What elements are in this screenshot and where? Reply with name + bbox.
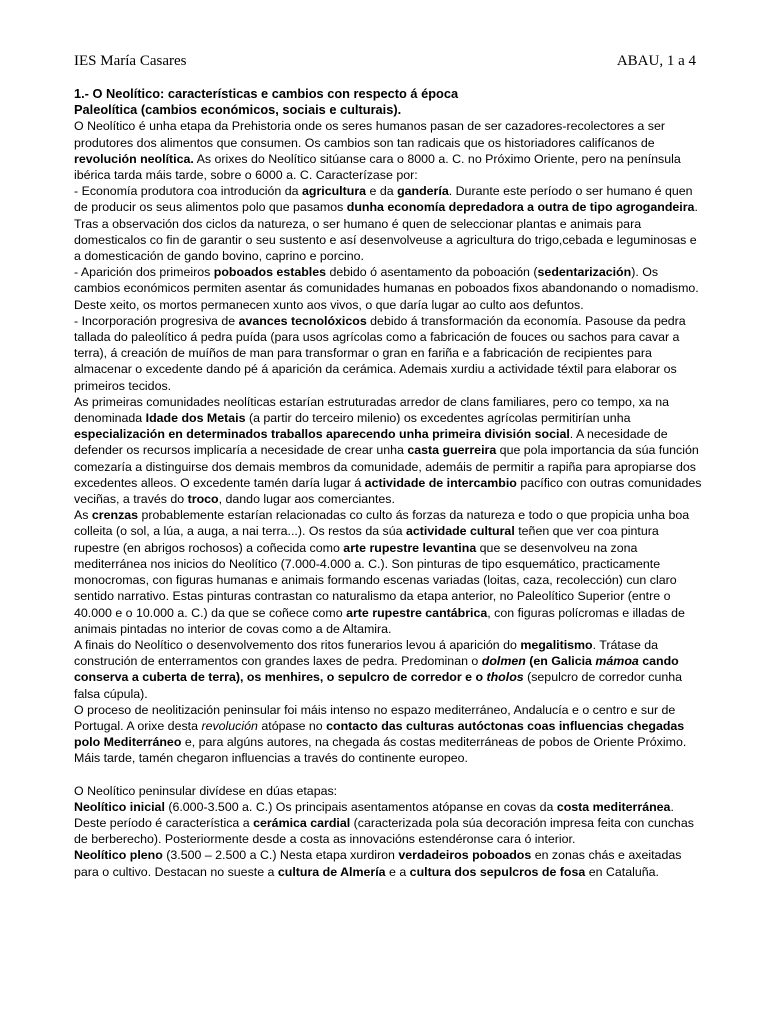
text-run: (a partir do terceiro milenio) os excedentes agrícolas permitirían unha bbox=[245, 411, 631, 426]
bold-text-run: revolución neolítica. bbox=[74, 151, 194, 166]
bold-text-run: Neolítico inicial bbox=[74, 799, 165, 814]
text-run: (caracterizada pola súa decoración impresa feita con cunchas de berberecho). Posteriormente desde a costa as innovacións estendéronse cara ó interior. bbox=[74, 815, 694, 847]
paragraph-spacer bbox=[74, 767, 706, 783]
text-run: debido ó asentamento da poboación ( bbox=[326, 265, 538, 280]
text-run: - Economía produtora coa introdución da bbox=[74, 184, 302, 199]
text-run: O proceso de neolitización peninsular foi máis intenso no espazo mediterráneo, Andalucía e o centro e sur de Portugal. A orixe desta bbox=[74, 702, 676, 733]
bold-text-run: dunha economía depredadora a outra de tipo agrogandeira bbox=[346, 200, 695, 215]
bold-text-run bbox=[595, 654, 638, 668]
text-run: (sepulcro de corredor cunha falsa cúpula). bbox=[74, 670, 683, 701]
bold-text-run: costa mediterránea bbox=[556, 799, 671, 814]
text-run: en Cataluña. bbox=[585, 864, 659, 879]
text-run: (6.000-3.500 a. C.) Os principais asentamentos atópanse en covas da bbox=[164, 799, 557, 814]
text-run: . Durante este período o ser humano é quen de producir os seus alimentos polo que pasamos bbox=[74, 184, 693, 215]
paragraph bbox=[74, 183, 706, 264]
paragraphs bbox=[74, 118, 706, 879]
paragraph bbox=[74, 313, 706, 394]
header-school-name: IES María Casares bbox=[74, 53, 187, 69]
paragraph bbox=[74, 637, 706, 702]
section-title bbox=[74, 86, 706, 118]
text-run: As bbox=[74, 508, 92, 523]
text-run: . Tras a observación dos ciclos da natureza, o ser humano é quen de seleccionar plantas e animais para domesticalos co fin de garantir o seu sustento e así desenvolveuse a agricultura do trigo,cebada e leguminosas e a domesticación de gando bovino, caprino e porcino. bbox=[74, 200, 698, 264]
text-run: mámoa bbox=[595, 654, 639, 669]
text-run: - Incorporación progresiva de bbox=[74, 313, 239, 328]
bold-text-run: verdadeiros poboados bbox=[398, 848, 532, 863]
bold-text-run: cultura de Almería bbox=[277, 864, 386, 879]
bold-text-run: crenzas bbox=[91, 508, 139, 523]
text-run: que pola importancia da súa función comezaría a distinguirse dos demais membros da comunidade, ademáis de permitir a rapiña para apropiarse dos excedentes alleos. O excedente tamén daría lugar á bbox=[74, 443, 699, 490]
text-run: O Neolítico peninsular divídese en dúas etapas: bbox=[74, 783, 338, 798]
bold-text-run: avances tecnolóxicos bbox=[238, 313, 367, 328]
text-run: atópase no bbox=[257, 718, 327, 733]
text-run: que se desenvolveu na zona mediterránea nos inicios do Neolítico (7.000-4.000 a. C.). Son pinturas de tipo esquemático, practicamente monocromas, con figuras humanas e animais formando escenas variadas (loitas, caza, recolección) cun claro sentido narrativo. Estas pinturas contrastan co naturalismo da etapa anterior, no Paleolítico Superior (entre o 40.000 e o 10.000 a. C.) da que se coñece como bbox=[74, 540, 677, 620]
paragraph bbox=[74, 799, 706, 848]
bold-text-run: contacto das culturas autóctonas coas influencias chegadas polo Mediterráneo bbox=[74, 718, 685, 750]
bold-text-run: arte rupestre levantina bbox=[343, 540, 477, 555]
text-run: , con figuras polícromas e illadas de animais pintadas no interior de covas como a de Altamira. bbox=[74, 605, 685, 636]
bold-text-run: (en Galicia bbox=[525, 654, 596, 669]
text-run: O Neolítico é unha etapa da Prehistoria onde os seres humanos pasan de ser cazadores-recolectores a ser produtores dos alimentos que consumen. Os cambios son tan radicais que os historiadores califícanos de bbox=[74, 119, 665, 150]
paragraph bbox=[74, 783, 706, 799]
text-run: . Trátase da construción de enterramentos con grandes laxes de pedra. Predominan o bbox=[74, 637, 659, 669]
italic-text-run: revolución bbox=[201, 718, 258, 733]
text-run: e a bbox=[385, 864, 410, 879]
text-run: . Deste período é característica a bbox=[74, 799, 674, 830]
document-body bbox=[74, 86, 706, 880]
section-title-line-2: Paleolítica (cambios económicos, sociais e culturais). bbox=[74, 102, 402, 118]
text-run: e da bbox=[366, 184, 398, 199]
text-run: pacífico con outras comunidades veciñas, a través do bbox=[74, 475, 702, 507]
bold-text-run: megalitismo bbox=[520, 637, 593, 652]
bold-text-run bbox=[486, 670, 523, 684]
bold-text-run: cultura dos sepulcros de fosa bbox=[409, 864, 586, 879]
text-run: teñen que ver coa pintura rupestre (en abrigos rochosos) a coñecida como bbox=[74, 524, 659, 555]
bold-text-run: poboados estables bbox=[213, 265, 327, 280]
text-run: tholos bbox=[486, 670, 524, 685]
bold-text-run: actividade de intercambio bbox=[364, 475, 517, 490]
text-run: , dando lugar aos comerciantes. bbox=[218, 492, 395, 507]
text-run: probablemente estarían relacionadas co culto ás forzas da natureza e todo o que propicia unha boa colleita (o sol, a lúa, a auga, a nai terra...). Os restos da súa bbox=[74, 508, 690, 539]
bold-text-run: actividade cultural bbox=[405, 524, 515, 539]
text-run: e, para algúns autores, na chegada ás costas mediterráneas de pobos de Oriente Próximo. Máis tarde, tamén chegaron influencias a través do continente europeo. bbox=[74, 735, 687, 766]
bold-text-run: troco bbox=[187, 492, 219, 507]
paragraph bbox=[74, 264, 706, 313]
bold-text-run: especialización en determinados traballos aparecendo unha primeira división social bbox=[74, 427, 570, 442]
bold-text-run: Idade dos Metais bbox=[145, 411, 246, 426]
bold-text-run: agricultura bbox=[302, 184, 367, 199]
text-run: ). Os cambios económicos permiten asentar ás comunidades humanas en poboados fixos abandonando o nomadismo. Deste xeito, os mortos permanecen xunto aos vivos, o que daría lugar ao culto aos defuntos. bbox=[74, 265, 699, 312]
bold-text-run: cando conserva a cuberta de terra), os menhires, o sepulcro de corredor e o bbox=[74, 654, 679, 685]
text-run: - Aparición dos primeiros bbox=[74, 265, 214, 280]
text-run: debido á transformación da economía. Pasouse da pedra tallada do paleolítico á pedra puída (para usos agrícolas como a fabricación de fouces ou sachos para cavar a terra), á creación de muíños de man para transformar o gran en fariña e a fabricación de recipientes para almacenar o excedente dando pé á aparición da cerámica. Ademais xurdiu a actividade téxtil para elaborar os primeiros tecidos. bbox=[74, 313, 686, 393]
bold-text-run bbox=[482, 654, 526, 668]
text-run: As orixes do Neolítico sitúanse cara o 8000 a. C. no Próximo Oriente, pero na península ibérica tarda máis tarde, sobre o 6000 a. C. Caracterízase por: bbox=[74, 151, 681, 183]
paragraph bbox=[74, 847, 706, 879]
section-title-line-1: 1.- O Neolítico: características e cambios con respecto á época bbox=[74, 86, 459, 101]
paragraph bbox=[74, 118, 706, 183]
bold-text-run: gandería bbox=[397, 184, 449, 199]
bold-text-run: sedentarización bbox=[537, 265, 632, 280]
text-run: en zonas chás e axeitadas para o cultivo. Destacan no sueste a bbox=[74, 848, 682, 879]
text-run: A finais do Neolítico o desenvolvemento dos ritos funerarios levou á aparición do bbox=[74, 637, 521, 652]
header-page-label: ABAU, 1 a 4 bbox=[616, 53, 696, 69]
bold-text-run: cerámica cardial bbox=[253, 815, 351, 830]
paragraph bbox=[74, 507, 706, 637]
bold-text-run: casta guerreira bbox=[407, 443, 497, 458]
text-run: As primeiras comunidades neolíticas estarían estruturadas arredor de clans familiares, pero co tempo, xa na denominada bbox=[74, 394, 670, 426]
text-run: (3.500 – 2.500 a C.) Nesta etapa xurdiron bbox=[162, 848, 399, 863]
paragraph bbox=[74, 394, 706, 507]
text-run: dolmen bbox=[481, 654, 526, 669]
paragraph bbox=[74, 702, 706, 767]
text-run: . A necesidade de defender os recursos implicaría a necesidade de crear unha bbox=[74, 427, 668, 458]
bold-text-run: Neolítico pleno bbox=[74, 848, 163, 863]
bold-text-run: arte rupestre cantábrica bbox=[346, 605, 488, 620]
